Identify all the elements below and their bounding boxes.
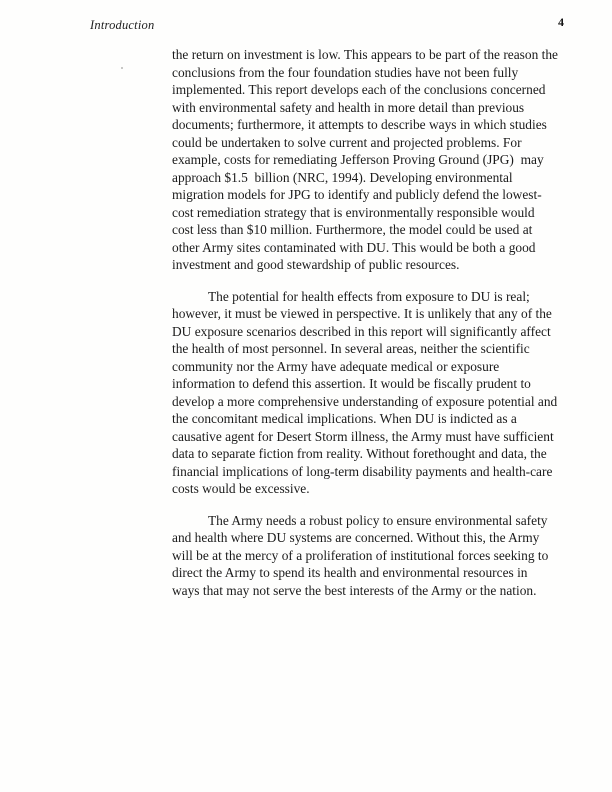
paragraph-3: The Army needs a robust policy to ensure environmental safety and health where DU systems are concerned. Without this, the Army will be at the mercy of a proliferation of institutional forces seeking to direct the Army to spend its health and environmental resources in ways that may not serve the best interests of the Army or the nation. — [172, 512, 552, 598]
scan-artifact — [121, 67, 123, 69]
paragraph-2: The potential for health effects from exposure to DU is real; however, it must be viewed in perspective. It is unlikely that any of the DU exposure scenarios described in this report will significantly affect the health of most personnel. In several areas, neither the scientific community nor the Army have adequate medical or exposure information to defend this assertion. It would be fiscally prudent to develop a more comprehensive understanding of exposure potential and the concomitant medical implications. When DU is indicted as a causative agent for Desert Storm illness, the Army must have sufficient data to separate fiction from reality. Without forethought and data, the financial implications of long-term disability payments and health-care costs would be excessive. — [172, 288, 561, 496]
body-text-column — [172, 46, 562, 613]
running-header-section-title: Introduction — [90, 18, 155, 32]
paragraph-1: the return on investment is low. This appears to be part of the reason the conclusions from the four foundation studies have not been fully implemented. This report develops each of the conclusions concerned with environmental safety and health in more detail than previous documents; furthermore, it attempts to describe ways in which studies could be undertaken to solve current and projected problems. For example, costs for remediating Jefferson Proving Ground (JPG) may approach $1.5 billion (NRC, 1994). Developing environmental migration models for JPG to identify and publicly defend the lowest-cost remediation strategy that is environmentally responsible would cost less than $10 million. Furthermore, the model could be used at other Army sites contaminated with DU. This would be both a good investment and good stewardship of public resources. — [172, 47, 562, 272]
page-number: 4 — [558, 15, 564, 29]
